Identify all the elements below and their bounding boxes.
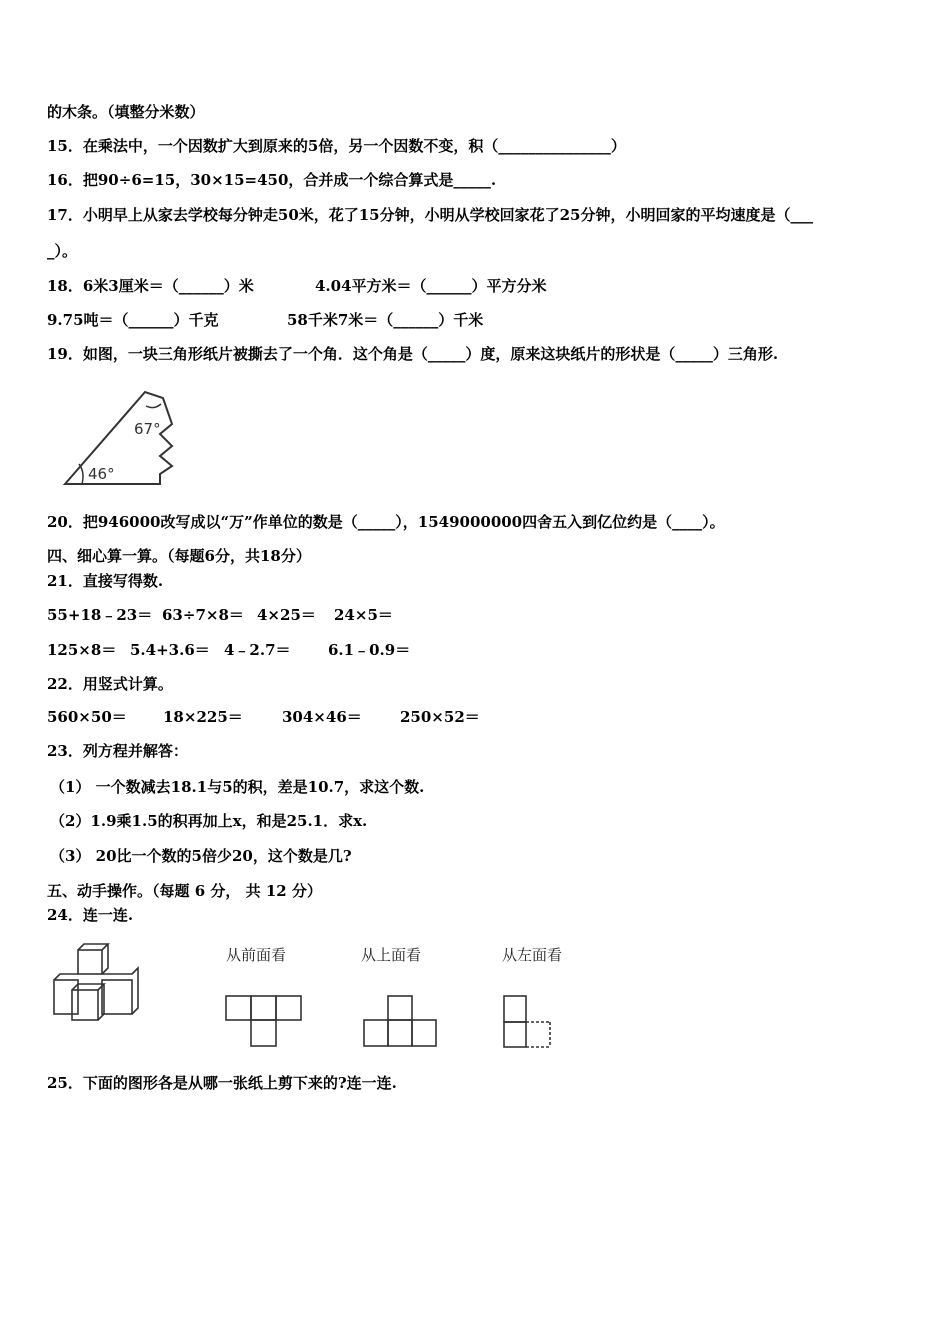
calc-item: 5.4+3.6＝ <box>130 641 210 659</box>
top-view-shape <box>362 994 442 1050</box>
question-23: 23．列方程并解答： <box>47 742 188 760</box>
front-view-shape <box>224 994 306 1050</box>
left-view-shape <box>502 994 558 1050</box>
calc-item: 4﹣2.7＝ <box>224 641 291 659</box>
view-label-top: 从上面看 <box>361 946 422 964</box>
question-21: 21．直接写得数. <box>47 572 164 590</box>
question-17-line2: _）。 <box>47 242 78 260</box>
calc-item: 6.1﹣0.9＝ <box>328 641 411 659</box>
text-line-continuation: 的木条。（填整分米数） <box>47 103 205 121</box>
question-25: 25．下面的图形各是从哪一张纸上剪下来的?连一连. <box>47 1074 397 1092</box>
calc-item: 63÷7×8＝ <box>162 606 244 624</box>
calc-item: 125×8＝ <box>47 641 117 659</box>
view-label-front: 从前面看 <box>226 946 287 964</box>
question-20: 20．把946000改写成以“万”作单位的数是（_____），1549000000四舍五入到亿位约是（____）。 <box>47 513 725 531</box>
question-18-item-1: 18．6米3厘米＝（______）米 <box>47 277 254 295</box>
question-16: 16．把90÷6=15，30×15=450，合并成一个综合算式是_____. <box>47 171 497 189</box>
section-4-heading: 四、细心算一算。（每题6分，共18分） <box>47 547 311 565</box>
question-18-item-2: 4.04平方米＝（______）平方分米 <box>315 277 547 295</box>
calc-item: 55+18﹣23＝ <box>47 606 153 624</box>
torn-triangle-figure <box>60 384 190 490</box>
question-18-item-4: 58千米7米＝（______）千米 <box>287 311 484 329</box>
question-19: 19．如图，一块三角形纸片被撕去了一个角．这个角是（_____）度，原来这块纸片的形状是（_____）三角形. <box>47 345 779 363</box>
question-22: 22．用竖式计算。 <box>47 675 173 693</box>
view-label-left: 从左面看 <box>502 946 563 964</box>
cube-stack-figure <box>48 942 148 1026</box>
angle-label-left: 46° <box>88 465 115 483</box>
calc-item: 560×50＝ <box>47 708 127 726</box>
question-23-part1: （1） 一个数减去18.1与5的积，差是10.7，求这个数. <box>50 778 425 796</box>
question-17-line1: 17．小明早上从家去学校每分钟走50米，花了15分钟，小明从学校回家花了25分钟，小明回家的平均速度是（___ <box>47 206 814 224</box>
question-18-item-3: 9.75吨＝（______）千克 <box>47 311 219 329</box>
question-23-part3: （3） 20比一个数的5倍少20，这个数是几? <box>50 847 352 865</box>
question-24: 24．连一连. <box>47 906 134 924</box>
calc-item: 18×225＝ <box>163 708 243 726</box>
calc-item: 304×46＝ <box>282 708 362 726</box>
calc-item: 250×52＝ <box>400 708 480 726</box>
calc-item: 24×5＝ <box>334 606 393 624</box>
angle-label-top: 67° <box>134 420 161 438</box>
question-23-part2: （2）1.9乘1.5的积再加上x，和是25.1．求x. <box>50 812 368 830</box>
question-15: 15．在乘法中，一个因数扩大到原来的5倍，另一个因数不变，积（_______________） <box>47 137 626 155</box>
section-5-heading: 五、动手操作。（每题 6 分， 共 12 分） <box>47 882 322 900</box>
calc-item: 4×25＝ <box>257 606 316 624</box>
